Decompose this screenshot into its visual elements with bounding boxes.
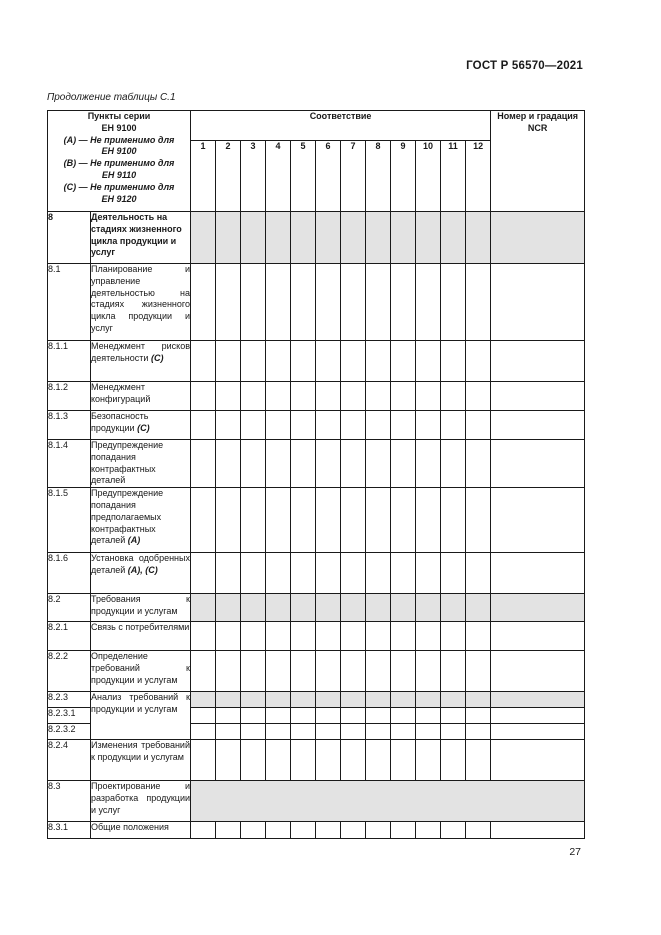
- table-row: [48, 622, 585, 651]
- clause-title: [91, 553, 191, 594]
- clause-number: 8.2.4: [48, 740, 91, 781]
- clause-number: 8.1.4: [48, 440, 91, 488]
- table-row: [48, 651, 585, 692]
- table-row: [48, 411, 585, 440]
- table-row: [48, 212, 585, 264]
- table-caption: Продолжение таблицы С.1: [47, 92, 176, 103]
- clause-number: 8.1.6: [48, 553, 91, 594]
- header-clauses: [48, 111, 191, 212]
- clause-number: 8.3: [48, 781, 91, 822]
- clause-title: Определение требований к продукции и услугам: [91, 651, 191, 692]
- clause-title: Общие положения: [91, 822, 191, 839]
- clause-note: (А), (С): [127, 564, 158, 575]
- clause-note: (С): [150, 352, 164, 363]
- clause-title: Деятельность на стадиях жизненного цикла продукции и услуг: [91, 212, 191, 264]
- clause-number: 8.2.3: [48, 692, 91, 708]
- clause-number: 8.1: [48, 264, 91, 341]
- clause-title: [91, 341, 191, 382]
- clause-number: 8.1.5: [48, 488, 91, 553]
- clause-number: 8.1.2: [48, 382, 91, 411]
- col-number: 12: [466, 141, 491, 212]
- header-line: EH 9100: [101, 122, 137, 133]
- clause-title: Изменения требований к продукции и услугам: [91, 740, 191, 781]
- clause-text: Установка одобренных деталей: [91, 553, 190, 575]
- clause-note: (С): [137, 422, 150, 433]
- clause-text: Предупреждение попадания предполагаемых контрафактных деталей: [91, 488, 164, 546]
- clause-title: Планирование и управление деятельностью на стадиях жизненного цикла продукции и услуг: [91, 264, 191, 341]
- clause-number: 8.2.1: [48, 622, 91, 651]
- clause-title: Требования к продукции и услугам: [91, 594, 191, 622]
- col-number: 7: [341, 141, 366, 212]
- clause-text: Менеджмент рисков деятельности: [91, 341, 190, 363]
- clause-number: 8: [48, 212, 91, 264]
- col-number: 8: [366, 141, 391, 212]
- table-row: [48, 781, 585, 822]
- document-id: ГОСТ Р 56570—2021: [466, 60, 583, 72]
- header-line: (B) — Не применимо для: [63, 158, 175, 169]
- table-row: [48, 341, 585, 382]
- clause-number: 8.1.1: [48, 341, 91, 382]
- col-number: 4: [266, 141, 291, 212]
- clause-title: Связь с потребителями: [91, 622, 191, 651]
- table-row: [48, 553, 585, 594]
- col-number: 1: [191, 141, 216, 212]
- clause-text: Безопасность продукции: [91, 411, 149, 433]
- col-number: 2: [216, 141, 241, 212]
- table-row: [48, 822, 585, 839]
- clause-title: Менеджмент конфигураций: [91, 382, 191, 411]
- col-number: 10: [416, 141, 441, 212]
- clause-number: 8.2.3.2: [48, 724, 91, 740]
- clause-title: [91, 411, 191, 440]
- table-row: [48, 440, 585, 488]
- col-number: 6: [316, 141, 341, 212]
- header-line: (A) — Не применимо для: [63, 134, 175, 145]
- clause-title: [91, 488, 191, 553]
- clause-number: 8.2.2: [48, 651, 91, 692]
- clause-number: 8.3.1: [48, 822, 91, 839]
- header-line: EH 9120: [101, 193, 137, 204]
- col-number: 11: [441, 141, 466, 212]
- table-row: [48, 740, 585, 781]
- compliance-table: [47, 110, 585, 839]
- page-number: 27: [569, 846, 581, 858]
- clause-number: 8.2: [48, 594, 91, 622]
- table-row: [48, 264, 585, 341]
- clause-number: 8.1.3: [48, 411, 91, 440]
- col-number: 5: [291, 141, 316, 212]
- clause-title: Проектирование и разработка продукции и услуг: [91, 781, 191, 822]
- col-number: 3: [241, 141, 266, 212]
- header-line: (C) — Не применимо для: [63, 181, 175, 192]
- table-header-row: [48, 111, 585, 141]
- table-row: [48, 692, 585, 708]
- table-row: [48, 382, 585, 411]
- clause-title: Анализ требований к продукции и услугам: [91, 692, 191, 740]
- header-conformity: Соответствие: [191, 111, 491, 141]
- header-line: Пункты серии: [87, 111, 151, 121]
- table-row: [48, 594, 585, 622]
- header-line: EH 9100: [101, 146, 137, 157]
- col-number: 9: [391, 141, 416, 212]
- shaded-section: [191, 781, 585, 822]
- clause-title: Предупреждение попадания контрафактных деталей: [91, 440, 191, 488]
- clause-note: (А): [127, 535, 141, 546]
- clause-number: 8.2.3.1: [48, 708, 91, 724]
- header-ncr: Номер и градация NCR: [491, 111, 585, 212]
- header-line: EH 9110: [101, 169, 137, 180]
- table-row: [48, 488, 585, 553]
